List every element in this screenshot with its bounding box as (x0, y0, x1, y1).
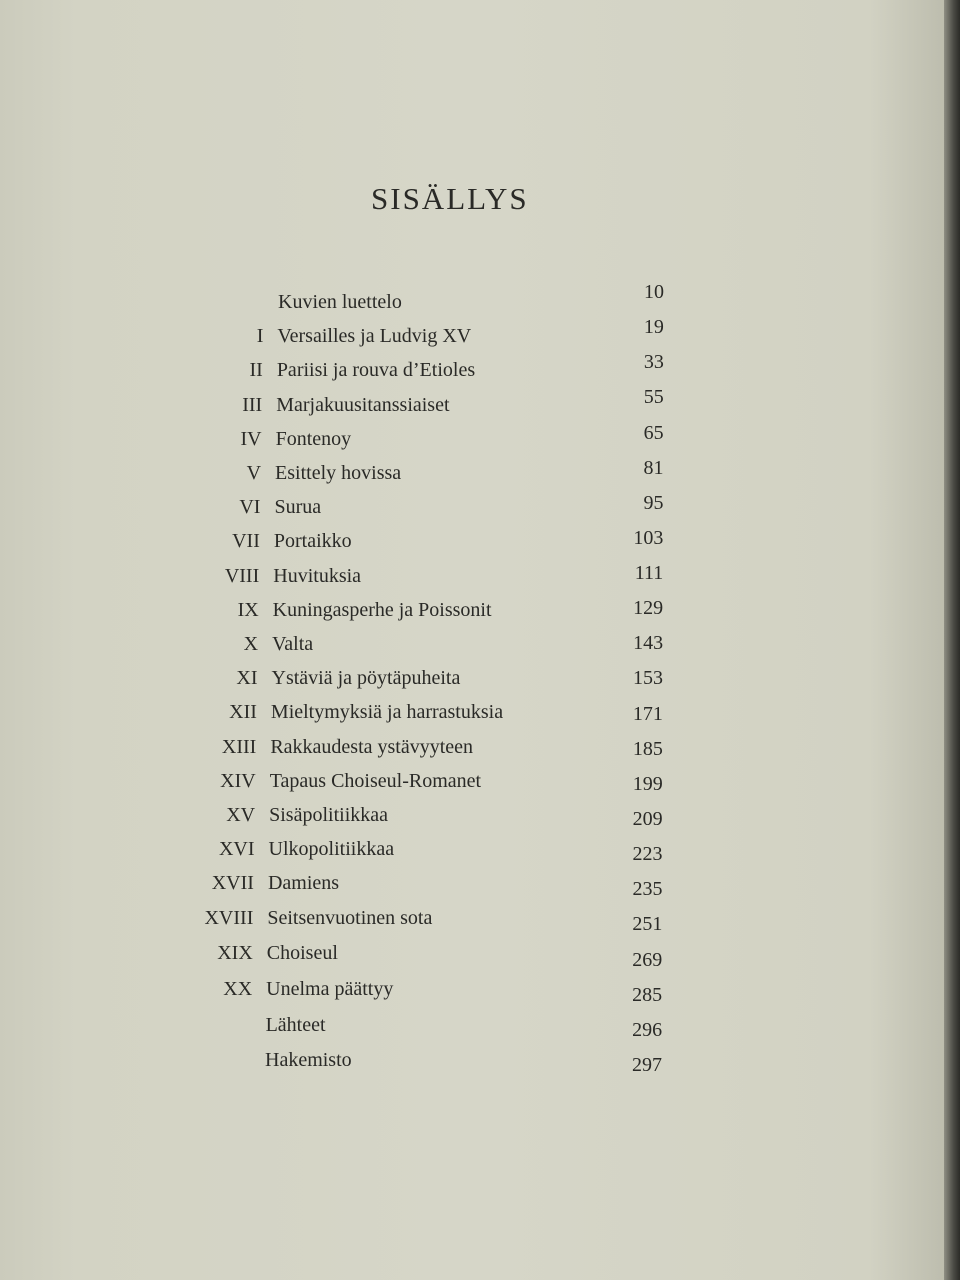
page-number: 285 (632, 983, 663, 1006)
chapter-number: XIV (220, 769, 256, 792)
chapter-title: Esittely hovissa (275, 462, 402, 484)
chapter-title: Unelma päättyy (266, 978, 394, 1000)
page-number: 296 (632, 1018, 663, 1041)
chapter-title: Choiseul (266, 942, 338, 965)
page-number: 33 (643, 351, 664, 374)
chapter-number: V (246, 462, 262, 484)
chapter-title: Lähteet (265, 1013, 326, 1036)
chapter-number: II (249, 359, 263, 382)
page-number: 185 (632, 737, 663, 760)
chapter-number: IV (240, 427, 262, 450)
page-number: 209 (632, 808, 663, 831)
page-number: 143 (633, 632, 664, 655)
page-number: 111 (634, 562, 664, 585)
chapter-number: XIII (221, 735, 257, 758)
chapter-number: XVI (218, 838, 255, 861)
contents-title: SISÄLLYS (371, 181, 529, 216)
chapter-title: Marjakuusitanssiaiset (276, 393, 450, 416)
page-number: 129 (633, 597, 664, 620)
page-number: 19 (643, 316, 664, 339)
page-number: 223 (632, 843, 663, 866)
chapter-title: Tapaus Choiseul-Romanet (269, 769, 482, 792)
chapter-title: Ulkopolitiikkaa (268, 838, 395, 861)
page-edge-shadow (944, 0, 960, 1280)
chapter-title: Seitsenvuotinen sota (267, 906, 433, 929)
page-number: 153 (633, 667, 663, 690)
chapter-number: XX (223, 978, 253, 1000)
chapter-title: Mieltymyksiä ja harrastuksia (270, 701, 504, 724)
chapter-number: VIII (224, 564, 260, 587)
chapter-title: Valta (272, 633, 314, 655)
page-number: 95 (643, 491, 664, 514)
chapter-title: Huvituksia (273, 564, 362, 587)
chapter-number: VII (232, 530, 260, 553)
chapter-number: XVII (211, 872, 254, 895)
chapter-title: Kuvien luettelo (278, 291, 402, 313)
chapter-number: X (243, 633, 259, 655)
chapter-number: XV (226, 804, 256, 826)
chapter-title: Pariisi ja rouva d’Etioles (276, 359, 476, 382)
chapter-title: Ystäviä ja pöytäpuheita (271, 667, 461, 690)
chapter-title: Hakemisto (265, 1049, 352, 1072)
chapter-title: Rakkaudesta ystävyyteen (270, 735, 474, 758)
chapter-number: XII (229, 701, 257, 724)
page-number: 65 (643, 421, 664, 444)
page-number: 235 (632, 878, 663, 901)
chapter-title: Surua (274, 496, 322, 519)
page-number: 297 (632, 1053, 662, 1076)
page-number: 251 (632, 913, 663, 936)
page-number: 103 (633, 526, 664, 549)
page-number: 171 (632, 702, 663, 725)
page-number: 10 (644, 281, 664, 303)
page-number: 55 (643, 386, 664, 409)
chapter-title: Fontenoy (275, 427, 352, 450)
chapter-title: Sisäpolitiikkaa (269, 804, 389, 826)
chapter-number: IX (237, 598, 259, 621)
chapter-title: Portaikko (273, 530, 352, 553)
chapter-number: I (256, 325, 264, 348)
chapter-number: XIX (217, 942, 253, 965)
chapter-number: VI (239, 496, 261, 519)
chapter-number: III (242, 393, 263, 416)
page-number: 199 (632, 772, 663, 795)
chapter-title: Kuningasperhe ja Poissonit (272, 598, 492, 621)
page-number: 81 (643, 456, 664, 479)
chapter-title: Damiens (267, 872, 340, 895)
chapter-number: XI (236, 667, 258, 690)
chapter-number: XVIII (204, 906, 254, 929)
chapter-title: Versailles ja Ludvig XV (277, 325, 472, 348)
page-number: 269 (632, 948, 663, 971)
